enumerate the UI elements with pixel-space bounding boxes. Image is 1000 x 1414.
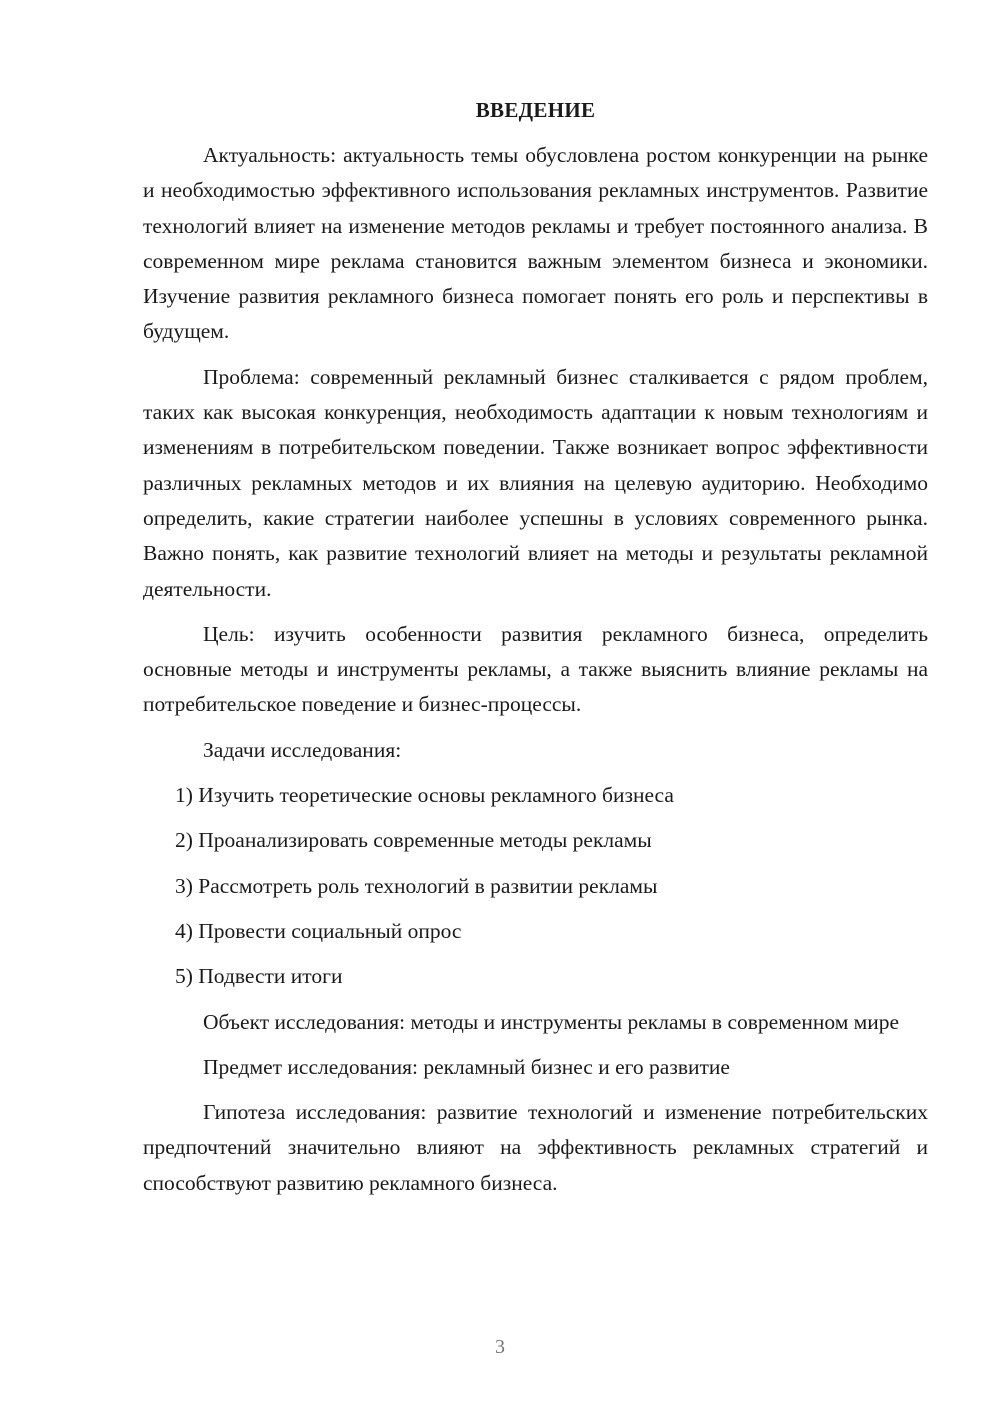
task-item: 4) Провести социальный опрос	[175, 918, 462, 943]
tasks-heading: Задачи исследования:	[203, 737, 402, 762]
problem-paragraph: Проблема: современный рекламный бизнес сталкивается с рядом проблем, таких как высокая конкуренция, необходимость адаптации к новым технологиям и изменениям в потребительском поведении. Также возникает вопрос эффективности различных рекламных методов и их влияния на целевую аудиторию. Необходимо определить, какие стратегии наиболее успешны в условиях современного рынка. Важно понять, как развитие технологий влияет на методы и результаты рекламной деятельности.	[143, 364, 928, 601]
document-page	[143, 92, 928, 1211]
relevance-paragraph: Актуальность: актуальность темы обусловлена ростом конкуренции на рынке и необходимостью эффективного использования рекламных инструментов. Развитие технологий влияет на изменение методов рекламы и требует постоянного анализа. В современном мире реклама становится важным элементом бизнеса и экономики. Изучение развития рекламного бизнеса помогает понять его роль и перспективы в будущем.	[143, 143, 928, 344]
subject-paragraph: Предмет исследования: рекламный бизнес и его развитие	[203, 1054, 730, 1079]
task-item: 3) Рассмотреть роль технологий в развитии рекламы	[175, 873, 658, 898]
object-paragraph: Объект исследования: методы и инструменты рекламы в современном мире	[203, 1009, 900, 1034]
task-item: 5) Подвести итоги	[175, 964, 343, 989]
section-title: ВВЕДЕНИЕ	[475, 98, 596, 122]
tasks-list	[143, 778, 928, 994]
goal-paragraph: Цель: изучить особенности развития рекламного бизнеса, определить основные методы и инструменты рекламы, а также выяснить влияние рекламы на потребительское поведение и бизнес-процессы.	[143, 621, 928, 717]
page-number: 3	[495, 1336, 505, 1358]
task-item: 2) Проанализировать современные методы рекламы	[175, 828, 652, 853]
hypothesis-paragraph: Гипотеза исследования: развитие технологий и изменение потребительских предпочтений значительно влияют на эффективность рекламных стратегий и способствуют развитию рекламного бизнеса.	[143, 1100, 928, 1195]
task-item: 1) Изучить теоретические основы рекламного бизнеса	[175, 783, 674, 808]
